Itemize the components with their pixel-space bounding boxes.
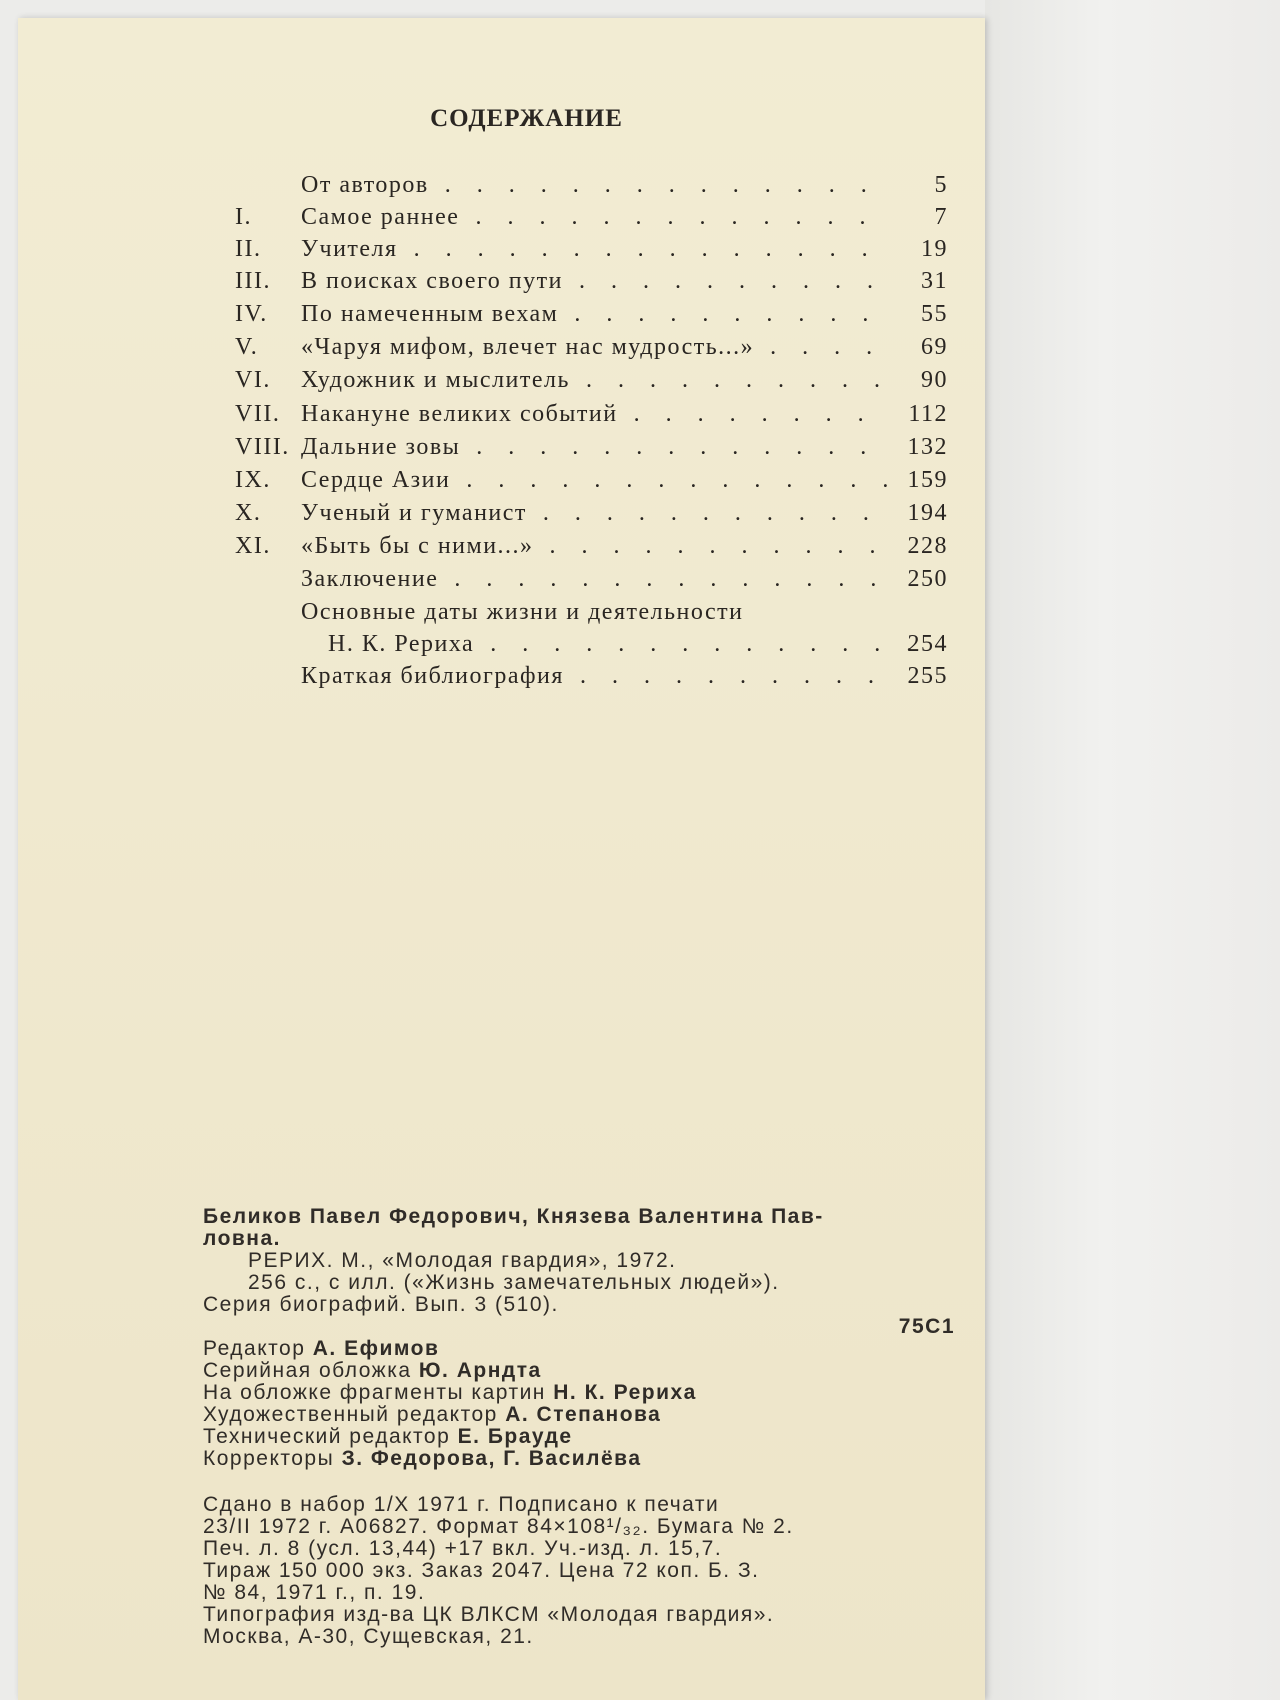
imprint-credits — [203, 1338, 973, 1470]
toc-entry-title: Художник и мыслитель . . . — [301, 363, 891, 397]
toc-entry-number: IX. — [235, 467, 271, 493]
toc-entry — [18, 627, 985, 661]
toc-entry-page: 112 — [908, 401, 948, 427]
credit-role: На обложке фрагменты картин — [203, 1381, 546, 1404]
toc-entry — [18, 562, 985, 596]
toc-entry-title: Заключение . . . — [301, 562, 891, 596]
toc-entry — [18, 232, 985, 266]
credit-line — [203, 1426, 973, 1448]
toc-entry-number: VI. — [235, 367, 271, 393]
toc-entry-page: 55 — [921, 301, 948, 327]
imprint-pages-line: 256 с., с илл. («Жизнь замечательных людей»). — [248, 1271, 780, 1294]
toc-entry-page: 194 — [907, 500, 948, 526]
toc-entry — [18, 168, 985, 202]
toc-heading: СОДЕРЖАНИЕ — [430, 105, 623, 132]
toc-entry-title: В поисках своего пути . . . — [301, 264, 891, 298]
toc-entry — [18, 595, 985, 629]
credit-role: Редактор — [203, 1337, 306, 1360]
toc-entry-title: «Быть бы с ними...» . . . — [301, 529, 891, 563]
toc-entry — [18, 297, 985, 331]
toc-entry — [18, 397, 985, 431]
toc-entry-page: 250 — [907, 566, 948, 592]
credit-role: Художественный редактор — [203, 1403, 498, 1426]
toc-entry-page: 159 — [907, 467, 948, 493]
book-page — [18, 18, 985, 1700]
credit-name: А. Ефимов — [312, 1337, 440, 1360]
toc-entry-title: Накануне великих событий . . . — [301, 397, 891, 431]
toc-entry-title: Основные даты жизни и деятельности — [301, 599, 744, 625]
toc-entry-title: Н. К. Рериха . . . — [328, 627, 918, 661]
toc-entry — [18, 330, 985, 364]
toc-entry-number: VII. — [235, 401, 281, 427]
credit-name: А. Степанова — [505, 1403, 662, 1426]
toc-entry-page: 255 — [907, 663, 948, 689]
toc-entry-page: 90 — [921, 367, 948, 393]
toc-entry-number: V. — [235, 334, 259, 360]
toc-entry-title: От авторов . . . — [301, 168, 891, 202]
toc-entry-title: Краткая библиография . . . — [301, 659, 891, 693]
toc-entry-page: 254 — [907, 631, 948, 657]
imprint-classification-code: 75С1 — [898, 1315, 955, 1338]
toc-entry — [18, 529, 985, 563]
background-surface — [985, 0, 1280, 1700]
toc-entry-number: VIII. — [235, 434, 290, 460]
credit-name: З. Федорова, Г. Василёва — [341, 1447, 642, 1470]
toc-entry — [18, 363, 985, 397]
toc-entry-title: Сердце Азии . . . — [301, 463, 891, 497]
toc-entry-number: III. — [235, 268, 271, 294]
credit-name: Н. К. Рериха — [553, 1381, 697, 1404]
toc-entry-number: X. — [235, 500, 262, 526]
toc-entry-title: Самое раннее . . . — [301, 200, 891, 234]
toc-entry-page: 7 — [934, 204, 948, 230]
toc-entry-page: 19 — [921, 236, 948, 262]
toc-entry-title: Ученый и гуманист . . . — [301, 496, 891, 530]
credit-name: Ю. Арндта — [418, 1359, 542, 1382]
toc-entry-number: XI. — [235, 533, 271, 559]
print-info-line: Тираж 150 000 экз. Заказ 2047. Цена 72 коп. Б. З. — [203, 1559, 760, 1582]
toc-entry-title: По намеченным вехам . . . — [301, 297, 891, 331]
imprint-authors — [203, 1206, 973, 1338]
print-info-line: Сдано в набор 1/X 1971 г. Подписано к печати — [203, 1493, 720, 1516]
toc-entry-page: 69 — [921, 334, 948, 360]
credit-line — [203, 1360, 973, 1382]
toc-entry-page: 132 — [907, 434, 948, 460]
credit-name: Е. Брауде — [457, 1425, 573, 1448]
print-info-line: Москва, А-30, Сущевская, 21. — [203, 1625, 534, 1648]
print-info-line: Типография изд-ва ЦК ВЛКСМ «Молодая гвардия». — [203, 1603, 775, 1626]
toc-entry — [18, 200, 985, 234]
toc-entry-number: II. — [235, 236, 262, 262]
print-info-line: Печ. л. 8 (усл. 13,44) +17 вкл. Уч.-изд. л. 15,7. — [203, 1537, 723, 1560]
credit-role: Технический редактор — [203, 1425, 451, 1448]
imprint-series-line: Серия биографий. Вып. 3 (510). — [203, 1293, 559, 1316]
imprint-authors-line: ловна. — [203, 1227, 281, 1250]
toc-entry-number: I. — [235, 204, 252, 230]
imprint-print-info — [203, 1494, 973, 1648]
credit-role: Серийная обложка — [203, 1359, 412, 1382]
credit-line — [203, 1338, 973, 1360]
toc-entry-title: Дальние зовы . . . — [301, 430, 891, 464]
toc-entry-page: 228 — [907, 533, 948, 559]
toc-entry-page: 5 — [934, 172, 948, 198]
print-info-line: 23/II 1972 г. А06827. Формат 84×108¹/₃₂. Бумага № 2. — [203, 1515, 794, 1538]
toc-entry-title: Учителя . . . — [301, 232, 891, 266]
imprint-title-line: РЕРИХ. М., «Молодая гвардия», 1972. — [248, 1249, 677, 1272]
credit-line — [203, 1448, 973, 1470]
toc-entry-number: IV. — [235, 301, 268, 327]
toc-entry-title: «Чаруя мифом, влечет нас мудрость...» . . . — [301, 330, 891, 364]
toc-entry — [18, 659, 985, 693]
toc-entry — [18, 264, 985, 298]
toc-entry — [18, 430, 985, 464]
print-info-line: № 84, 1971 г., п. 19. — [203, 1581, 426, 1604]
toc-entry-page: 31 — [921, 268, 948, 294]
toc-entry — [18, 496, 985, 530]
credit-line — [203, 1382, 973, 1404]
credit-role: Корректоры — [203, 1447, 335, 1470]
toc-entry — [18, 463, 985, 497]
imprint-authors-line: Беликов Павел Федорович, Князева Валентина Пав- — [203, 1205, 824, 1228]
credit-line — [203, 1404, 973, 1426]
